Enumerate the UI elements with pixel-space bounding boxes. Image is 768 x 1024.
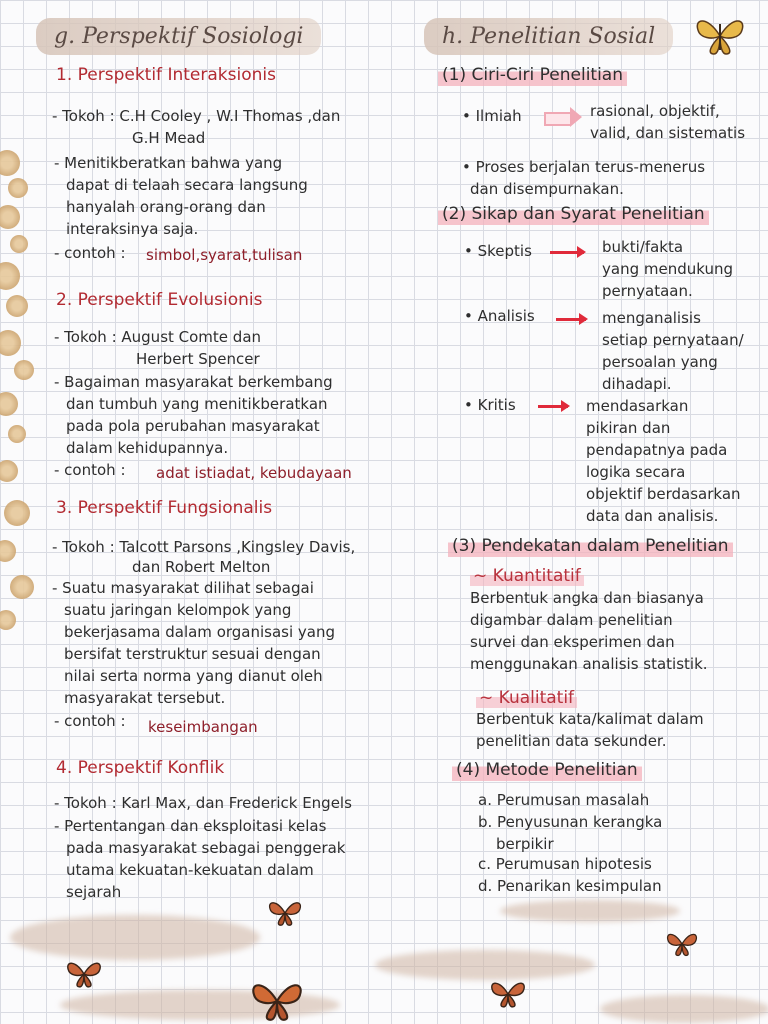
bullet-desc: pendapatnya pada (586, 441, 728, 459)
desc-line: - Menitikberatkan bahwa yang (54, 154, 283, 172)
paint-smear (375, 950, 595, 980)
desc-line: interaksinya saja. (66, 220, 199, 238)
desc-line: hanyalah orang-orang dan (66, 198, 266, 216)
paint-smear (10, 915, 260, 960)
method-item: a. Perumusan masalah (478, 791, 650, 809)
subsection-sikap: (2) Sikap dan Syarat Penelitian (438, 203, 709, 225)
bullet-desc: menganalisis (602, 309, 701, 327)
bullet-desc: pikiran dan (586, 419, 671, 437)
bullet-desc: • Proses berjalan terus-menerus (462, 158, 706, 176)
method-item: d. Penarikan kesimpulan (478, 877, 662, 895)
contoh-label: - contoh : (54, 244, 126, 262)
desc-line: dalam kehidupannya. (66, 439, 229, 457)
bullet-desc: persoalan yang (602, 353, 718, 371)
left-header: g. Perspektif Sosiologi (36, 18, 321, 55)
butterfly-icon (488, 978, 528, 1010)
bullet-desc: setiap pernyataan/ (602, 331, 744, 349)
arrow-right-icon (544, 112, 570, 126)
approach-desc: survei dan eksperimen dan (470, 633, 675, 651)
desc-line: - Pertentangan dan eksploitasi kelas (54, 817, 327, 835)
butterfly-icon (266, 898, 304, 928)
tokoh-line: - Tokoh : C.H Cooley , W.I Thomas ,dan (52, 107, 341, 125)
tokoh-line: - Tokoh : Talcott Parsons ,Kingsley Davis, (52, 538, 356, 556)
bullet-label: • Analisis (464, 307, 535, 325)
method-item: berpikir (496, 835, 554, 853)
contoh-value: adat istiadat, kebudayaan (156, 464, 352, 482)
approach-desc: Berbentuk kata/kalimat dalam (476, 710, 704, 728)
desc-line: utama kekuatan-kekuatan dalam (66, 861, 314, 879)
approach-desc: digambar dalam penelitian (470, 611, 673, 629)
paint-smear (500, 900, 680, 922)
tokoh-line: - Tokoh : Karl Max, dan Frederick Engels (54, 794, 352, 812)
contoh-label: - contoh : (54, 461, 126, 479)
approach-desc: penelitian data sekunder. (476, 732, 667, 750)
bullet-desc: mendasarkan (586, 397, 689, 415)
section-title-konflik: 4. Perspektif Konflik (56, 758, 225, 778)
method-item: b. Penyusunan kerangka (478, 813, 663, 831)
approach-kualitatif: ~ Kualitatif (476, 688, 577, 708)
arrow-right-icon (538, 405, 568, 408)
subsection-ciri: (1) Ciri-Ciri Penelitian (438, 64, 627, 86)
desc-line: suatu jaringan kelompok yang (64, 601, 292, 619)
desc-line: pada pola perubahan masyarakat (66, 417, 320, 435)
tokoh-line: - Tokoh : August Comte dan (54, 328, 262, 346)
bullet-desc: dihadapi. (602, 375, 672, 393)
contoh-value: keseimbangan (148, 718, 258, 736)
bullet-desc: data dan analisis. (586, 507, 719, 525)
method-item: c. Perumusan hipotesis (478, 855, 652, 873)
desc-line: pada masyarakat sebagai penggerak (66, 839, 346, 857)
bullet-desc: pernyataan. (602, 282, 693, 300)
section-title-evolusionis: 2. Perspektif Evolusionis (56, 290, 263, 310)
desc-line: - Suatu masyarakat dilihat sebagai (52, 579, 314, 597)
tokoh-line: dan Robert Melton (132, 558, 271, 576)
paint-smear (600, 995, 768, 1023)
bullet-desc: valid, dan sistematis (590, 124, 746, 142)
contoh-label: - contoh : (54, 712, 126, 730)
approach-desc: Berbentuk angka dan biasanya (470, 589, 704, 607)
subsection-pendekatan: (3) Pendekatan dalam Penelitian (448, 535, 733, 557)
tokoh-line: Herbert Spencer (136, 350, 260, 368)
desc-line: masyarakat tersebut. (64, 689, 226, 707)
arrow-right-icon (550, 251, 584, 254)
desc-line: bersifat terstruktur sesuai dengan (64, 645, 321, 663)
desc-line: bekerjasama dalam organisasi yang (64, 623, 336, 641)
section-title-fungsionalis: 3. Perspektif Fungsionalis (56, 498, 273, 518)
desc-line: dapat di telaah secara langsung (66, 176, 308, 194)
desc-line: sejarah (66, 883, 122, 901)
tokoh-line: G.H Mead (132, 129, 206, 147)
bullet-desc: rasional, objektif, (590, 102, 720, 120)
bullet-desc: yang mendukung (602, 260, 734, 278)
approach-desc: menggunakan analisis statistik. (470, 655, 708, 673)
desc-line: dan tumbuh yang menitikberatkan (66, 395, 328, 413)
bullet-desc: logika secara (586, 463, 686, 481)
bullet-desc: bukti/fakta (602, 238, 684, 256)
butterfly-icon (64, 958, 104, 990)
contoh-value: simbol,syarat,tulisan (146, 246, 303, 264)
subsection-metode: (4) Metode Penelitian (452, 759, 642, 781)
bullet-label: • Ilmiah (462, 107, 522, 125)
bullet-desc: objektif berdasarkan (586, 485, 741, 503)
right-header: h. Penelitian Sosial (424, 18, 673, 55)
arrow-right-icon (556, 318, 586, 321)
approach-kuantitatif: ~ Kuantitatif (470, 566, 584, 586)
butterfly-icon (246, 978, 308, 1024)
butterfly-icon (664, 930, 700, 958)
bullet-desc: dan disempurnakan. (470, 180, 624, 198)
bullet-label: • Skeptis (464, 242, 532, 260)
butterfly-icon (692, 14, 748, 58)
desc-line: nilai serta norma yang dianut oleh (64, 667, 323, 685)
section-title-interaksionis: 1. Perspektif Interaksionis (56, 65, 276, 85)
bullet-label: • Kritis (464, 396, 516, 414)
desc-line: - Bagaiman masyarakat berkembang (54, 373, 333, 391)
